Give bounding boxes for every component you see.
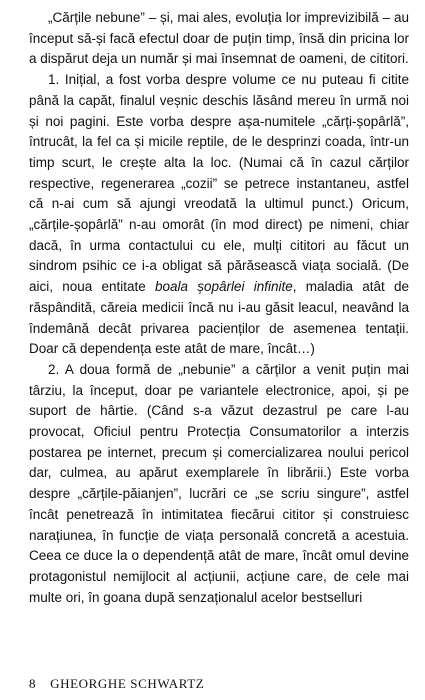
paragraph: [29, 8, 409, 70]
text-run: 2. A doua formă de „nebunie” a cărților a venit puțin mai târziu, la început, doar pe variantele electronice, apoi, și pe suport de hârtie. (Când s-a văzut dezastrul pe care l-au provocat, Oficiul pentru Protecția Consumatorilor a interzis postarea pe internet, precum și comercializarea noului pericol dar, culmea, au apărut exemplarele în librării.) Este vorba despre „cărțile-păianjen”, lucrări ce „se scriu singure”, astfel încât penetrează în intimitatea fiecărui cititor și construiesc narațiunea, în funcție de viața personală concretă a acestuia. Ceea ce duce la o dependență atât de mare, încât omul devine protagonistul nemijlocit al acțiunii, acțiune care, de cele mai multe ori, în goana după senzaționalul acelor bestselluri: [29, 361, 409, 605]
text-run: , maladia atât de răspândită, căreia medicii încă nu i-au găsit leacul, neavând la îndemână decât privarea pacienților de asemenea tentații. Doar că dependența este atât de mare, încât…): [29, 279, 409, 357]
body-text: [29, 8, 409, 608]
italic-term: boala șopârlei infinite: [154, 279, 293, 295]
text-run: 1. Inițial, a fost vorba despre volume ce nu puteau fi citite până la capăt, finalul veșnic deschis lăsând mereu în urmă noi și noi pagini. Este vorba despre așa-numitele „cărți-șopârlă”, întrucât, la fel ca și micile reptile, de le desprinzi coada, într-un timp scurt, le crește alta la loc. (Numai că în cazul cărților respective, regenerarea „cozii” se petrece instantaneu, astfel că n-ai cum să ajungi vreodată la ultimul punct.) Oricum, „cărțile-șopârlă” n-au omorât (în mod direct) pe nimeni, chiar dacă, în urma contactului cu ele, mulți cititori au făcut un sindrom psihic ce i-a obligat să părăsească viața socială. (De aici, noua entitate: [29, 72, 409, 295]
running-header-author: GHEORGHE SCHWARTZ: [50, 676, 205, 691]
paragraph: [29, 70, 409, 360]
page-footer: [29, 676, 409, 692]
paragraph: [29, 360, 409, 608]
text-run: „Cărțile nebune” – și, mai ales, evoluția lor imprevizibilă – au început să-și facă efectul doar de puțin timp, însă din pricina lor a dispărut deja un număr și mai însemnat de oameni, de cititori.: [29, 10, 409, 67]
page-number: 8: [29, 676, 37, 691]
